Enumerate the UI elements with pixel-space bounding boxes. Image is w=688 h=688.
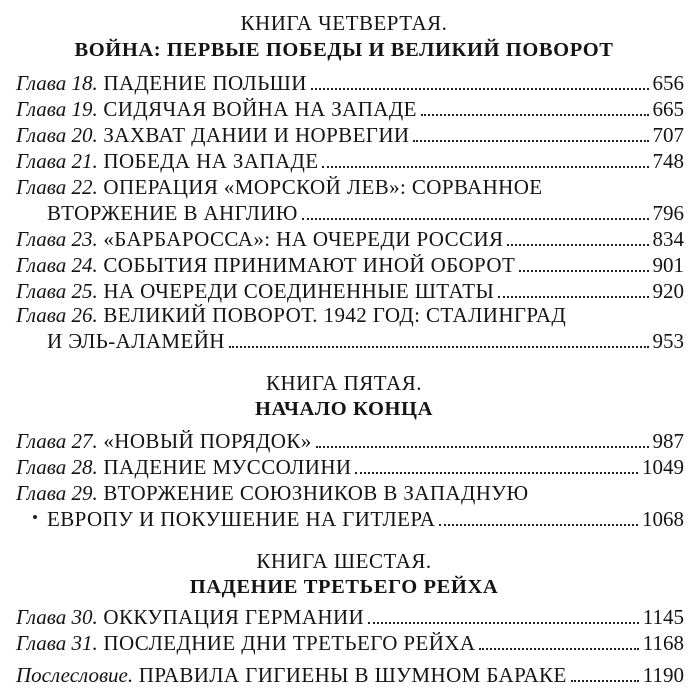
- chapter-label: Глава 19.: [16, 97, 98, 121]
- chapter-label: Глава 23.: [16, 227, 98, 251]
- chapter-title: ЗАХВАТ ДАНИИ И НОРВЕГИИ: [103, 123, 410, 147]
- toc-entry-ch24[interactable]: [16, 252, 684, 278]
- toc-entry-ch20[interactable]: [16, 122, 684, 148]
- book4-label: КНИГА ЧЕТВЕРТАЯ.: [240, 11, 448, 35]
- page-number: 953: [652, 329, 684, 353]
- toc-entry-ch25[interactable]: [16, 278, 684, 304]
- dot-leader: [498, 278, 648, 304]
- chapter-title: ПАДЕНИЕ МУССОЛИНИ: [103, 455, 352, 479]
- page-number: 656: [652, 71, 684, 95]
- toc-entry-afterword[interactable]: [16, 662, 684, 688]
- page-number: 1049: [642, 455, 684, 479]
- page-number: 1068: [642, 507, 684, 531]
- dot-leader: [507, 226, 648, 252]
- dot-leader: [229, 328, 649, 354]
- page-number: 748: [652, 149, 684, 173]
- chapter-title-cont: И ЭЛЬ-АЛАМЕЙН: [47, 329, 225, 353]
- toc-entry-ch18[interactable]: [16, 70, 684, 96]
- page-number: 1190: [642, 663, 684, 687]
- toc-entry-ch19[interactable]: [16, 96, 684, 122]
- chapter-title: СИДЯЧАЯ ВОЙНА НА ЗАПАДЕ: [103, 97, 417, 121]
- chapter-title-cont: ЕВРОПУ И ПОКУШЕНИЕ НА ГИТЛЕРА: [47, 507, 436, 531]
- toc-entry-ch26[interactable]: [16, 302, 684, 328]
- chapter-title: СОБЫТИЯ ПРИНИМАЮТ ИНОЙ ОБОРОТ: [103, 253, 516, 277]
- chapter-title-cont: ВТОРЖЕНИЕ В АНГЛИЮ: [47, 201, 298, 225]
- dot-leader: [311, 70, 649, 96]
- chapter-label: Глава 21.: [16, 149, 98, 173]
- dot-leader: [479, 630, 638, 656]
- dot-leader: [355, 454, 638, 480]
- book5-title: НАЧАЛО КОНЦА: [254, 398, 434, 420]
- chapter-label: Послесловие.: [16, 663, 134, 687]
- toc-entry-ch22-cont[interactable]: [47, 200, 684, 226]
- page-number: 920: [652, 279, 684, 303]
- page-number: 987: [652, 429, 684, 453]
- chapter-title: ОПЕРАЦИЯ «МОРСКОЙ ЛЕВ»: СОРВАННОЕ: [103, 175, 543, 199]
- toc-entry-ch31[interactable]: [16, 630, 684, 656]
- dot-leader: [413, 122, 648, 148]
- chapter-label: Глава 20.: [16, 123, 98, 147]
- page-number: 1168: [642, 631, 684, 655]
- book6-label: КНИГА ШЕСТАЯ.: [256, 549, 432, 573]
- toc-entry-ch27[interactable]: [16, 428, 684, 454]
- chapter-label: Глава 26.: [16, 303, 98, 327]
- page-number: 901: [652, 253, 684, 277]
- chapter-label: Глава 27.: [16, 429, 98, 453]
- chapter-label: Глава 31.: [16, 631, 98, 655]
- book6-title: ПАДЕНИЕ ТРЕТЬЕГО РЕЙХА: [189, 576, 499, 598]
- chapter-label: Глава 25.: [16, 279, 98, 303]
- chapter-title: ПАДЕНИЕ ПОЛЬШИ: [103, 71, 307, 95]
- page-number: 707: [652, 123, 684, 147]
- chapter-title: «НОВЫЙ ПОРЯДОК»: [103, 429, 312, 453]
- dot-leader: [421, 96, 649, 122]
- stray-mark: [33, 515, 37, 519]
- chapter-title: ПОСЛЕДНИЕ ДНИ ТРЕТЬЕГО РЕЙХА: [103, 631, 476, 655]
- chapter-title: ПРАВИЛА ГИГИЕНЫ В ШУМНОМ БАРАКЕ: [138, 663, 567, 687]
- chapter-title: ВЕЛИКИЙ ПОВОРОТ. 1942 ГОД: СТАЛИНГРАД: [103, 303, 567, 327]
- page-number: 1145: [642, 605, 684, 629]
- chapter-title: НА ОЧЕРЕДИ СОЕДИНЕННЫЕ ШТАТЫ: [103, 279, 495, 303]
- dot-leader: [519, 252, 648, 278]
- toc-entry-ch22[interactable]: [16, 174, 684, 200]
- dot-leader: [571, 662, 639, 688]
- dot-leader: [322, 148, 648, 174]
- chapter-label: Глава 29.: [16, 481, 98, 505]
- chapter-title: ВТОРЖЕНИЕ СОЮЗНИКОВ В ЗАПАДНУЮ: [103, 481, 529, 505]
- toc-entry-ch26-cont[interactable]: [47, 328, 684, 354]
- chapter-label: Глава 30.: [16, 605, 98, 629]
- page-number: 834: [652, 227, 684, 251]
- dot-leader: [439, 506, 638, 532]
- book5-label: КНИГА ПЯТАЯ.: [266, 371, 422, 395]
- toc-entry-ch23[interactable]: [16, 226, 684, 252]
- chapter-label: Глава 24.: [16, 253, 98, 277]
- chapter-label: Глава 28.: [16, 455, 98, 479]
- page-number: 665: [652, 97, 684, 121]
- chapter-title: ОККУПАЦИЯ ГЕРМАНИИ: [103, 605, 365, 629]
- dot-leader: [316, 428, 649, 454]
- dot-leader: [368, 604, 639, 630]
- toc-entry-ch21[interactable]: [16, 148, 684, 174]
- toc-entry-ch30[interactable]: [16, 604, 684, 630]
- toc-entry-ch29-cont[interactable]: [47, 506, 684, 532]
- toc-entry-ch28[interactable]: [16, 454, 684, 480]
- chapter-title: «БАРБАРОССА»: НА ОЧЕРЕДИ РОССИЯ: [103, 227, 504, 251]
- dot-leader: [302, 200, 649, 226]
- toc-entry-ch29[interactable]: [16, 480, 684, 506]
- chapter-title: ПОБЕДА НА ЗАПАДЕ: [103, 149, 319, 173]
- chapter-label: Глава 22.: [16, 175, 98, 199]
- book4-title: ВОЙНА: ПЕРВЫЕ ПОБЕДЫ И ВЕЛИКИЙ ПОВОРОТ: [74, 39, 614, 61]
- chapter-label: Глава 18.: [16, 71, 98, 95]
- page-number: 796: [652, 201, 684, 225]
